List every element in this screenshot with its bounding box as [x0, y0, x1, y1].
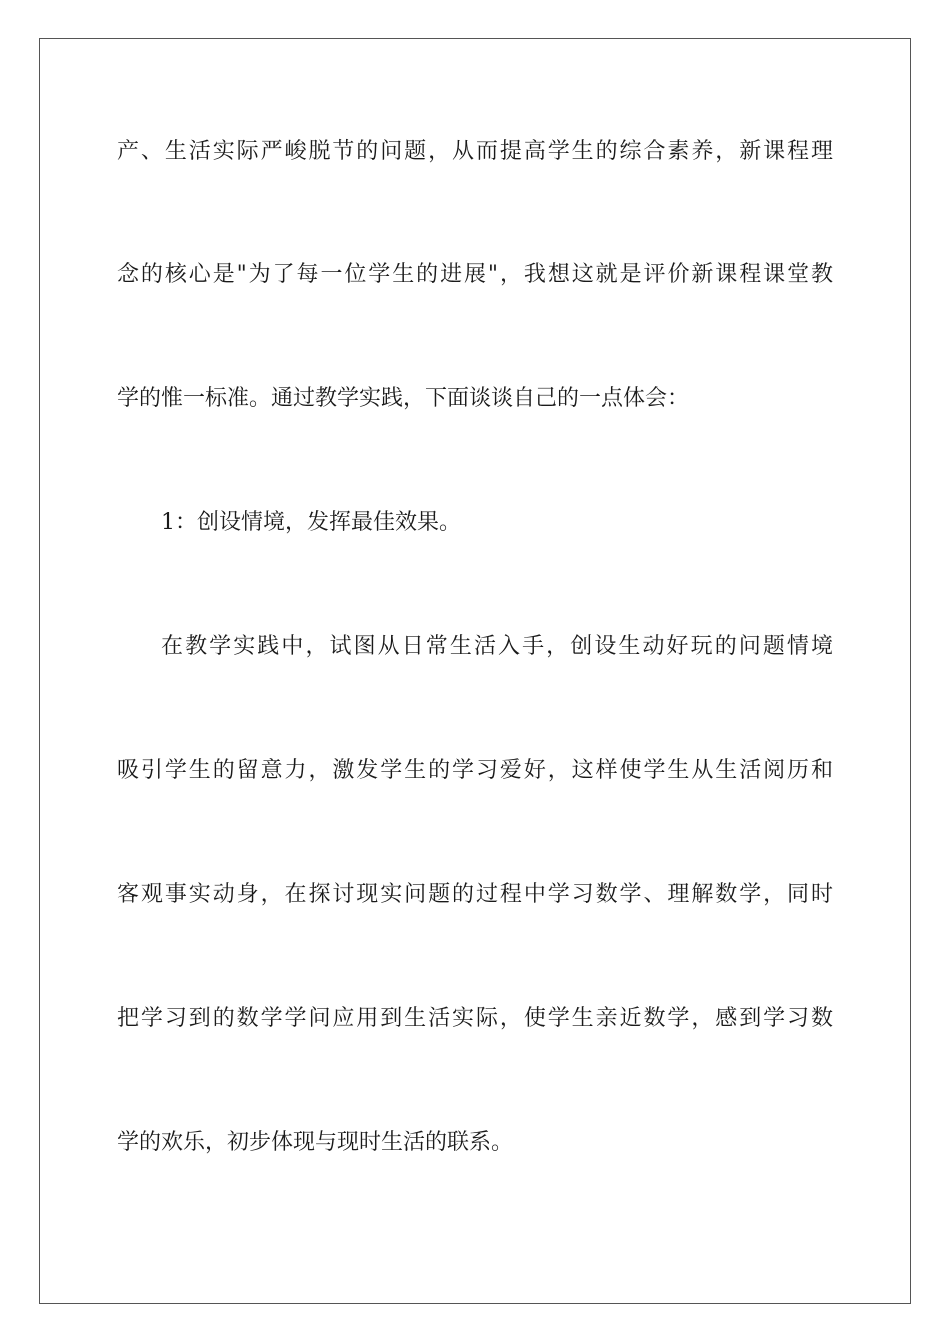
section-heading: 1：创设情境，发挥最佳效果。 [161, 510, 461, 535]
text-line-7: 客观事实动身，在探讨现实问题的过程中学习数学、理解数学，同时 [117, 882, 833, 907]
text-line-5: 在教学实践中，试图从日常生活入手，创设生动好玩的问题情境 [161, 634, 833, 659]
text-line-9: 学的欢乐，初步体现与现时生活的联系。 [117, 1130, 514, 1155]
text-line-3: 学的惟一标准。通过教学实践，下面谈谈自己的一点体会： [117, 386, 690, 411]
text-line-8: 把学习到的数学学问应用到生活实际，使学生亲近数学，感到学习数 [117, 1006, 833, 1031]
page-border [39, 38, 911, 1304]
text-line-2: 念的核心是"为了每一位学生的进展"，我想这就是评价新课程课堂教 [117, 262, 833, 287]
text-line-1: 产、生活实际严峻脱节的问题，从而提高学生的综合素养，新课程理 [117, 139, 833, 164]
text-line-6: 吸引学生的留意力，激发学生的学习爱好，这样使学生从生活阅历和 [117, 758, 833, 783]
